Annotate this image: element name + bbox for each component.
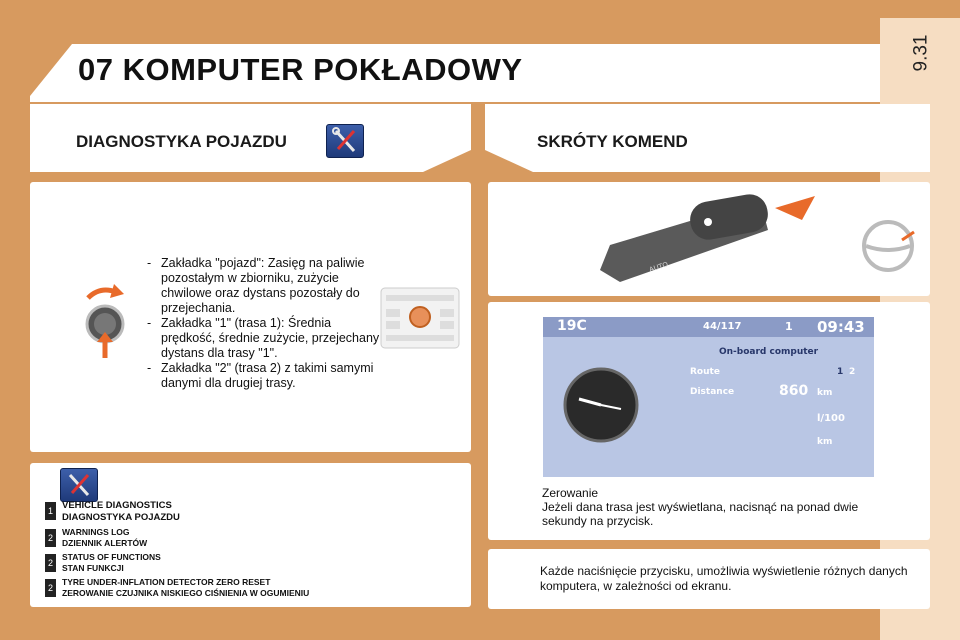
menu-item-status-of-functions[interactable]: [45, 552, 465, 574]
menu-level-badge: 2: [45, 529, 56, 547]
page-title: 07 KOMPUTER POKŁADOWY: [78, 52, 523, 87]
zero-reset-text: Jeżeli dana trasa jest wyświetlana, nacisnąć na ponad dwie sekundy na przycisk.: [542, 500, 859, 528]
page-number: 9.31: [910, 34, 932, 72]
radio-panel-icon: [380, 287, 460, 349]
menu-label-pl: ZEROWANIE CZUJNIKA NISKIEGO CIŚNIENIA W OGUMIENIU: [62, 588, 310, 598]
rotate-push-knob-icon: [80, 280, 130, 360]
diagnostics-menu-tools-icon: [60, 468, 98, 502]
menu-item-labels: [62, 577, 309, 599]
menu-item-labels: [62, 500, 180, 524]
menu-label-en: WARNINGS LOG: [62, 527, 130, 537]
consumption-unit: l/100: [817, 413, 845, 424]
menu-label-pl: STAN FUNKCJI: [62, 563, 124, 573]
menu-label-en: TYRE UNDER-INFLATION DETECTOR ZERO RESET: [62, 577, 271, 587]
distance-value: 860: [779, 383, 809, 399]
left-section-title: DIAGNOSTYKA POJAZDU: [76, 132, 287, 151]
menu-item-labels: [62, 552, 161, 574]
screen-clock: 09:43: [817, 318, 865, 336]
menu-item-vehicle-diagnostics[interactable]: [45, 500, 465, 524]
stalk-auto-label: AUTO: [648, 261, 670, 274]
bullet-text: Zakładka "1" (trasa 1): Średnia prędkość, średnie zużycie, przejechany dystans dla trasy "1".: [161, 316, 380, 360]
button-info-text: Każde naciśnięcie przycisku, umożliwia wyświetlenie różnych danych komputera, w zależności od ekranu.: [540, 564, 908, 593]
bullet-text: Zakładka "2" (trasa 2) z takimi samymi danymi dla drugiej trasy.: [161, 361, 374, 390]
route-tab-2[interactable]: 2: [849, 367, 856, 377]
zero-reset-title: Zerowanie: [542, 486, 599, 500]
menu-level-badge: 1: [45, 502, 56, 520]
steering-wheel-icon: [858, 218, 918, 274]
right-strip-notch: [880, 0, 960, 18]
screen-title: On-board computer: [719, 347, 819, 357]
menu-item-labels: [62, 527, 147, 549]
onboard-computer-screen: [543, 317, 874, 477]
menu-item-tyre-reset[interactable]: [45, 577, 465, 599]
route-tab-1[interactable]: 1: [837, 367, 844, 377]
bullet-item: - Zakładka "2" (trasa 2) z takimi samymi danymi dla drugiej trasy.: [147, 361, 387, 391]
wiper-stalk-icon: [590, 190, 830, 290]
route-label: Route: [690, 367, 720, 377]
menu-label-en: VEHICLE DIAGNOSTICS: [62, 500, 172, 511]
diagnostics-menu: [45, 500, 465, 602]
diagnostics-tools-icon: [326, 124, 364, 158]
screen-track: 44/117: [703, 321, 742, 332]
zero-reset-note: [542, 486, 872, 528]
menu-label-pl: DIAGNOSTYKA POJAZDU: [62, 512, 180, 523]
screen-status-bar: [543, 317, 874, 337]
bullet-item: - Zakładka "1" (trasa 1): Średnia prędkość, średnie zużycie, przejechany dystans dla trasy "1".: [147, 316, 387, 361]
distance-label: Distance: [690, 387, 735, 397]
menu-label-en: STATUS OF FUNCTIONS: [62, 552, 161, 562]
tab-descriptions: [147, 256, 387, 391]
menu-level-badge: 2: [45, 579, 56, 597]
screen-channel: 1: [785, 320, 793, 333]
screen-temperature: 19C: [557, 318, 587, 334]
menu-level-badge: 2: [45, 554, 56, 572]
distance-unit: km: [817, 388, 833, 398]
bullet-text: Zakładka "pojazd": Zasięg na paliwie pozostałym w zbiorniku, zużycie chwilowe oraz dystans pozostały do przejechania.: [161, 256, 365, 315]
analog-clock-icon: [561, 365, 641, 445]
right-section-title: SKRÓTY KOMEND: [537, 132, 688, 151]
menu-item-warnings-log[interactable]: [45, 527, 465, 549]
bullet-item: - Zakładka "pojazd": Zasięg na paliwie pozostałym w zbiorniku, zużycie chwilowe oraz dystans pozostały do przejechania.: [147, 256, 387, 316]
menu-label-pl: DZIENNIK ALERTÓW: [62, 538, 148, 548]
range-unit: km: [817, 437, 833, 447]
